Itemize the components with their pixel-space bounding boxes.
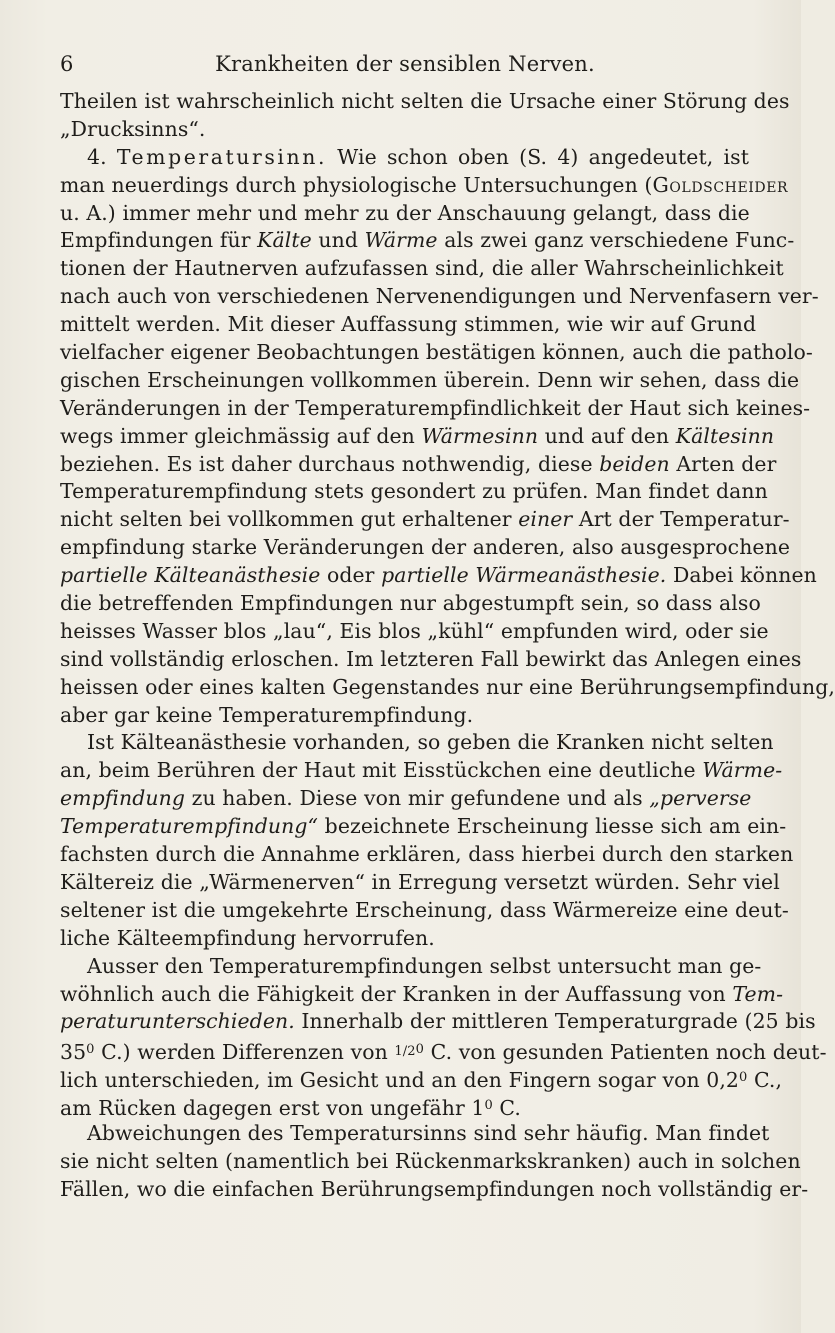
text-line: an, beim Berühren der Haut mit Eisstückchen eine deutliche Wärme- <box>60 758 783 783</box>
section-heading-line: 4. Temperatursinn. Wie schon oben (S. 4) angedeutet, ist <box>87 144 749 169</box>
text-line: tionen der Hautnerven aufzufassen sind, die aller Wahrscheinlichkeit <box>60 256 784 281</box>
text-line: Theilen ist wahrscheinlich nicht selten die Ursache einer Störung des <box>60 89 790 113</box>
text-line: Ist Kälteanästhesie vorhanden, so geben die Kranken nicht selten <box>87 730 774 755</box>
body-text <box>60 88 835 1204</box>
text-line: $35^0$ C.) werden Differenzen von $1/2^0$ C. von gesunden Patienten noch deut- <box>60 1040 827 1065</box>
text-line: fachsten durch die Annahme erklären, dass hierbei durch den starken <box>60 842 794 867</box>
text-line: Empfindungen für Kälte und Wärme als zwei ganz verschiedene Func- <box>60 228 795 253</box>
author-name: Goldscheider <box>652 172 789 197</box>
text-line: Temperaturempfindung“ bezeichnete Erscheinung liesse sich am ein- <box>60 814 787 839</box>
text-line: Kältereiz die „Wärmenerven“ in Erregung versetzt würden. Sehr viel <box>60 869 780 894</box>
text-line: nicht selten bei vollkommen gut erhaltener einer Art der Temperatur- <box>60 507 790 532</box>
text-line: heisses Wasser blos „lau“, Eis blos „kühl“ empfunden wird, oder sie <box>60 618 769 643</box>
text-line: lich unterschieden, im Gesicht und an den Fingern sogar von $0,2^0$ C., <box>60 1068 783 1093</box>
running-head: Krankheiten der sensiblen Nerven. <box>215 52 595 76</box>
text-line: gischen Erscheinungen vollkommen überein. Denn wir sehen, dass die <box>60 367 800 392</box>
text-line: „Drucksinns“. <box>60 116 206 141</box>
text-line: partielle Kälteanästhesie oder partielle Wärmeanästhesie. Dabei können <box>60 563 817 588</box>
text-line: wegs immer gleichmässig auf den Wärmesinn und auf den Kältesinn <box>60 423 775 448</box>
text-line: die betreffenden Empfindungen nur abgestumpft sein, so dass also <box>60 591 761 616</box>
text-line: am Rücken dagegen erst von ungefähr $1^0$ C. <box>60 1096 521 1121</box>
page-number: 6 <box>60 52 74 76</box>
text-line: liche Kälteempfindung hervorrufen. <box>60 925 435 950</box>
text-line: heissen oder eines kalten Gegenstandes nur eine Berührungsempfindung, <box>60 674 835 699</box>
text-line: Veränderungen in der Temperaturempfindlichkeit der Haut sich keines- <box>60 395 811 420</box>
text-line: man neuerdings durch physiologische Untersuchungen (Goldscheider <box>60 172 789 197</box>
text-line: u. A.) immer mehr und mehr zu der Anschauung gelangt, dass die <box>60 200 750 225</box>
text-line: Fällen, wo die einfachen Berührungsempfindungen noch vollständig er- <box>60 1176 809 1201</box>
text-line: aber gar keine Temperaturempfindung. <box>60 702 474 727</box>
text-line: empfindung zu haben. Diese von mir gefundene und als „perverse <box>60 786 752 811</box>
text-line: sie nicht selten (namentlich bei Rückenmarkskranken) auch in solchen <box>60 1148 801 1173</box>
text-line: vielfacher eigener Beobachtungen bestätigen können, auch die patholo- <box>60 340 813 365</box>
text-line: empfindung starke Veränderungen der anderen, also ausgesprochene <box>60 535 790 560</box>
text-line: wöhnlich auch die Fähigkeit der Kranken in der Auffassung von Tem- <box>60 981 784 1006</box>
text-line: seltener ist die umgekehrte Erscheinung, dass Wärmereize eine deut- <box>60 897 789 922</box>
text-line: Temperaturempfindung stets gesondert zu prüfen. Man findet dann <box>60 479 768 504</box>
text-line: Ausser den Temperaturempfindungen selbst untersucht man ge- <box>87 953 762 978</box>
text-line: peraturunterschieden. Innerhalb der mittleren Temperaturgrade (25 bis <box>60 1009 816 1034</box>
section-heading: Temperatursinn. <box>116 144 328 169</box>
text-line: beziehen. Es ist daher durchaus nothwendig, diese beiden Arten der <box>60 451 777 476</box>
page-header <box>60 49 750 79</box>
text-line: Abweichungen des Temperatursinns sind sehr häufig. Man findet <box>87 1120 770 1145</box>
text-line: mittelt werden. Mit dieser Auffassung stimmen, wie wir auf Grund <box>60 312 757 337</box>
text-line: nach auch von verschiedenen Nervenendigungen und Nervenfasern ver- <box>60 284 819 309</box>
text-line: sind vollständig erloschen. Im letzteren Fall bewirkt das Anlegen eines <box>60 646 802 671</box>
